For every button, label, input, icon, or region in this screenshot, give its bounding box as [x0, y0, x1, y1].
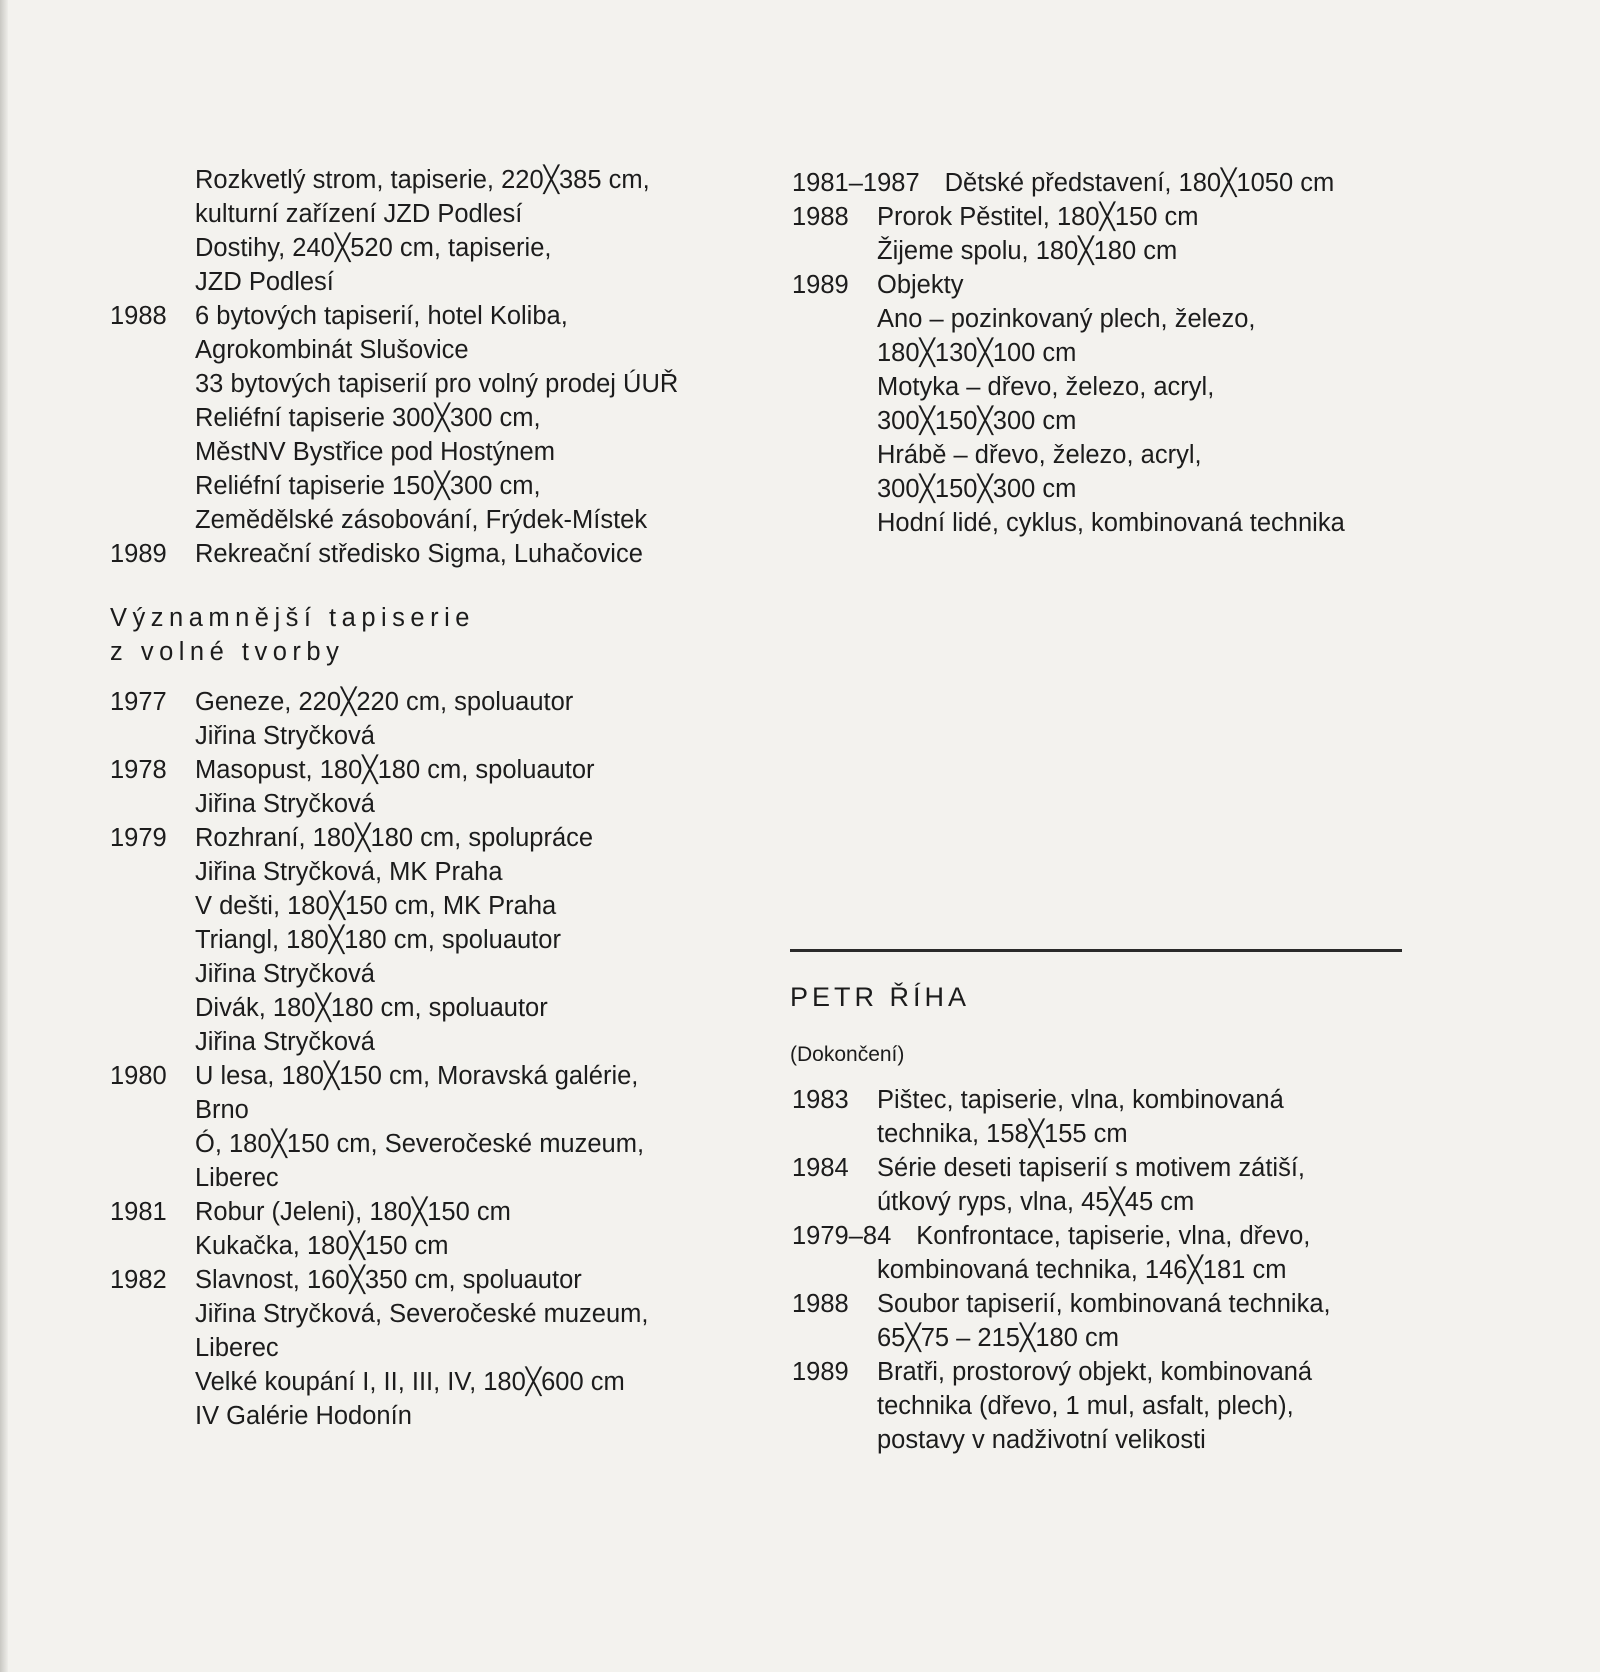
entry-text: Pištec, tapiserie, vlna, kombinovaná — [877, 1086, 1284, 1114]
artist-works-list — [792, 1083, 1331, 1457]
list-item — [792, 438, 1345, 472]
entry-text: Rozhraní, 180╳180 cm, spolupráce — [195, 824, 594, 852]
list-item — [110, 265, 678, 299]
entry-year: 1988 — [792, 1290, 849, 1318]
entry-text: 180╳130╳100 cm — [877, 339, 1077, 367]
entry-text: Slavnost, 160╳350 cm, spoluautor — [195, 1266, 582, 1294]
entry-year — [792, 1321, 852, 1355]
entry-text: Kukačka, 180╳150 cm — [195, 1232, 449, 1260]
list-item — [110, 231, 678, 265]
entry-year: 1983 — [792, 1086, 849, 1114]
list-item — [110, 1365, 678, 1399]
entry-text: Liberec — [195, 1164, 279, 1192]
entry-text: Bratři, prostorový objekt, kombinovaná — [877, 1358, 1313, 1386]
list-item — [110, 469, 678, 503]
entry-year: 1981 — [110, 1198, 167, 1226]
entry-year — [110, 1161, 170, 1195]
section-heading-line-2: z volné tvorby — [110, 638, 345, 666]
list-item — [110, 1059, 678, 1093]
section-heading-line-1: Významnější tapiserie — [110, 604, 475, 632]
list-item — [792, 336, 1345, 370]
entry-year — [110, 1025, 170, 1059]
list-item — [110, 855, 678, 889]
entry-year — [110, 787, 170, 821]
works-list — [792, 166, 1345, 540]
entry-year — [110, 435, 170, 469]
entry-text: JZD Podlesí — [195, 268, 334, 296]
entry-text: Konfrontace, tapiserie, vlna, dřevo, — [916, 1222, 1311, 1250]
entry-text: Masopust, 180╳180 cm, spoluautor — [195, 756, 595, 784]
entry-year — [792, 370, 852, 404]
entry-year — [110, 197, 170, 231]
list-item — [792, 472, 1345, 506]
entry-year: 1984 — [792, 1154, 849, 1182]
entry-text: Hrábě – dřevo, železo, acryl, — [877, 441, 1202, 469]
entry-text: 300╳150╳300 cm — [877, 475, 1077, 503]
entry-text: útkový ryps, vlna, 45╳45 cm — [877, 1188, 1195, 1216]
entry-year — [792, 302, 852, 336]
entry-year: 1980 — [110, 1062, 167, 1090]
entry-text: 300╳150╳300 cm — [877, 407, 1077, 435]
continuation-note: (Dokončení) — [790, 1043, 905, 1066]
entry-text: Liberec — [195, 1334, 279, 1362]
entry-year: 1982 — [110, 1266, 167, 1294]
list-item — [792, 268, 1345, 302]
list-item — [110, 367, 678, 401]
entry-text: Jiřina Stryčková — [195, 960, 375, 988]
entry-year: 1989 — [110, 540, 167, 568]
list-item — [110, 1161, 678, 1195]
entry-year — [792, 336, 852, 370]
list-item — [792, 404, 1345, 438]
list-item — [110, 821, 678, 855]
entry-text: 33 bytových tapiserií pro volný prodej ÚUŘ — [195, 370, 679, 398]
entry-year: 1981–1987 — [792, 169, 920, 197]
list-item — [110, 719, 678, 753]
list-item — [110, 197, 678, 231]
list-item — [110, 1229, 678, 1263]
entry-text: Jiřina Stryčková, Severočeské muzeum, — [195, 1300, 649, 1328]
list-item — [792, 1151, 1331, 1185]
entry-year — [110, 1331, 170, 1365]
entry-year — [110, 265, 170, 299]
list-item — [792, 1321, 1331, 1355]
entry-year: 1979–84 — [792, 1222, 892, 1250]
entry-year — [110, 719, 170, 753]
entry-text: V dešti, 180╳150 cm, MK Praha — [195, 892, 557, 920]
entry-year: 1989 — [792, 1358, 849, 1386]
entry-year — [110, 333, 170, 367]
entry-text: Hodní lidé, cyklus, kombinovaná technika — [877, 509, 1345, 537]
entry-text: technika, 158╳155 cm — [877, 1120, 1128, 1148]
entry-year — [792, 1423, 852, 1457]
list-item — [792, 370, 1345, 404]
list-item — [110, 299, 678, 333]
entry-text: Motyka – dřevo, železo, acryl, — [877, 373, 1215, 401]
list-item — [110, 685, 678, 719]
list-item — [110, 957, 678, 991]
entry-year — [110, 1365, 170, 1399]
entry-year — [110, 1093, 170, 1127]
page-edge-shadow — [0, 0, 8, 1672]
entry-year — [110, 957, 170, 991]
list-item — [792, 1083, 1331, 1117]
list-item — [110, 787, 678, 821]
entry-year: 1979 — [110, 824, 167, 852]
list-item — [792, 166, 1345, 200]
entry-text: Jiřina Stryčková, MK Praha — [195, 858, 503, 886]
entry-text: Soubor tapiserií, kombinovaná technika, — [877, 1290, 1331, 1318]
entry-year — [110, 1127, 170, 1161]
entry-text: Zemědělské zásobování, Frýdek-Místek — [195, 506, 648, 534]
list-item — [792, 1287, 1331, 1321]
list-item — [110, 1195, 678, 1229]
entry-text: Divák, 180╳180 cm, spoluautor — [195, 994, 548, 1022]
entry-year: 1988 — [110, 302, 167, 330]
entry-text: Reliéfní tapiserie 150╳300 cm, — [195, 472, 541, 500]
entry-text: Prorok Pěstitel, 180╳150 cm — [877, 203, 1199, 231]
entry-year — [110, 1399, 170, 1433]
entry-year: 1989 — [792, 271, 849, 299]
artist-works-column — [792, 1083, 1331, 1457]
entry-text: IV Galérie Hodonín — [195, 1402, 412, 1430]
entry-text: Velké koupání I, II, III, IV, 180╳600 cm — [195, 1368, 625, 1396]
list-item — [110, 503, 678, 537]
entry-year — [110, 1297, 170, 1331]
entry-year — [110, 991, 170, 1025]
entry-text: Série deseti tapiserií s motivem zátiší, — [877, 1154, 1305, 1182]
entry-text: Ano – pozinkovaný plech, železo, — [877, 305, 1256, 333]
entry-year — [110, 367, 170, 401]
entry-text: Rozkvetlý strom, tapiserie, 220╳385 cm, — [195, 166, 650, 194]
entry-text: Reliéfní tapiserie 300╳300 cm, — [195, 404, 541, 432]
entry-text: Žijeme spolu, 180╳180 cm — [877, 237, 1178, 265]
entry-text: 65╳75 – 215╳180 cm — [877, 1324, 1119, 1352]
entry-year — [792, 1117, 852, 1151]
entry-text: Geneze, 220╳220 cm, spoluautor — [195, 688, 574, 716]
entry-text: U lesa, 180╳150 cm, Moravská galérie, — [195, 1062, 639, 1090]
list-item — [110, 435, 678, 469]
list-item — [792, 302, 1345, 336]
list-item — [110, 1399, 678, 1433]
entry-year — [110, 923, 170, 957]
spacer — [110, 571, 678, 601]
entry-year — [110, 889, 170, 923]
entry-year: 1977 — [110, 688, 167, 716]
list-item — [110, 537, 678, 571]
entry-year — [110, 469, 170, 503]
entry-text: Jiřina Stryčková — [195, 790, 375, 818]
right-column — [792, 166, 1345, 540]
list-item — [792, 1355, 1331, 1389]
commissions-list — [110, 163, 678, 571]
entry-year — [110, 1229, 170, 1263]
entry-year — [792, 1185, 852, 1219]
entry-year: 1988 — [792, 203, 849, 231]
list-item — [792, 234, 1345, 268]
list-item — [110, 1025, 678, 1059]
list-item — [792, 1253, 1331, 1287]
entry-year — [792, 404, 852, 438]
entry-text: Brno — [195, 1096, 249, 1124]
entry-text: 6 bytových tapiserií, hotel Koliba, — [195, 302, 568, 330]
free-works-list — [110, 685, 678, 1433]
list-item — [792, 1389, 1331, 1423]
entry-year — [792, 472, 852, 506]
entry-text: kulturní zařízení JZD Podlesí — [195, 200, 523, 228]
entry-year — [110, 401, 170, 435]
list-item — [110, 753, 678, 787]
list-item — [110, 889, 678, 923]
entry-text: Ó, 180╳150 cm, Severočeské muzeum, — [195, 1130, 645, 1158]
list-item — [792, 1219, 1331, 1253]
list-item — [792, 1185, 1331, 1219]
list-item — [792, 1423, 1331, 1457]
entry-year — [110, 163, 170, 197]
list-item — [110, 1127, 678, 1161]
section-divider — [790, 949, 1402, 952]
entry-year — [110, 231, 170, 265]
list-item — [110, 1263, 678, 1297]
entry-text: Jiřina Stryčková — [195, 722, 375, 750]
list-item — [110, 333, 678, 367]
entry-year — [792, 234, 852, 268]
list-item — [110, 1093, 678, 1127]
list-item — [110, 1331, 678, 1365]
entry-text: kombinovaná technika, 146╳181 cm — [877, 1256, 1287, 1284]
entry-text: Dětské představení, 180╳1050 cm — [944, 169, 1335, 197]
entry-year — [110, 503, 170, 537]
entry-year — [792, 506, 852, 540]
entry-text: postavy v nadživotní velikosti — [877, 1426, 1206, 1454]
entry-text: Robur (Jeleni), 180╳150 cm — [195, 1198, 511, 1226]
entry-text: Objekty — [877, 271, 964, 299]
entry-text: Dostihy, 240╳520 cm, tapiserie, — [195, 234, 552, 262]
list-item — [792, 1117, 1331, 1151]
entry-year: 1978 — [110, 756, 167, 784]
list-item — [792, 200, 1345, 234]
entry-year — [110, 855, 170, 889]
list-item — [110, 1297, 678, 1331]
list-item — [792, 506, 1345, 540]
entry-year — [792, 1253, 852, 1287]
entry-text: technika (dřevo, 1 mul, asfalt, plech), — [877, 1392, 1294, 1420]
entry-text: Agrokombinát Slušovice — [195, 336, 469, 364]
spacer — [110, 669, 678, 685]
list-item — [110, 991, 678, 1025]
list-item — [110, 923, 678, 957]
artist-name: PETR ŘÍHA — [790, 982, 971, 1012]
entry-text: MěstNV Bystřice pod Hostýnem — [195, 438, 555, 466]
left-column — [110, 163, 678, 1433]
entry-year — [792, 438, 852, 472]
list-item — [110, 401, 678, 435]
entry-text: Triangl, 180╳180 cm, spoluautor — [195, 926, 561, 954]
list-item — [110, 163, 678, 197]
entry-year — [792, 1389, 852, 1423]
entry-text: Rekreační středisko Sigma, Luhačovice — [195, 540, 643, 568]
entry-text: Jiřina Stryčková — [195, 1028, 375, 1056]
